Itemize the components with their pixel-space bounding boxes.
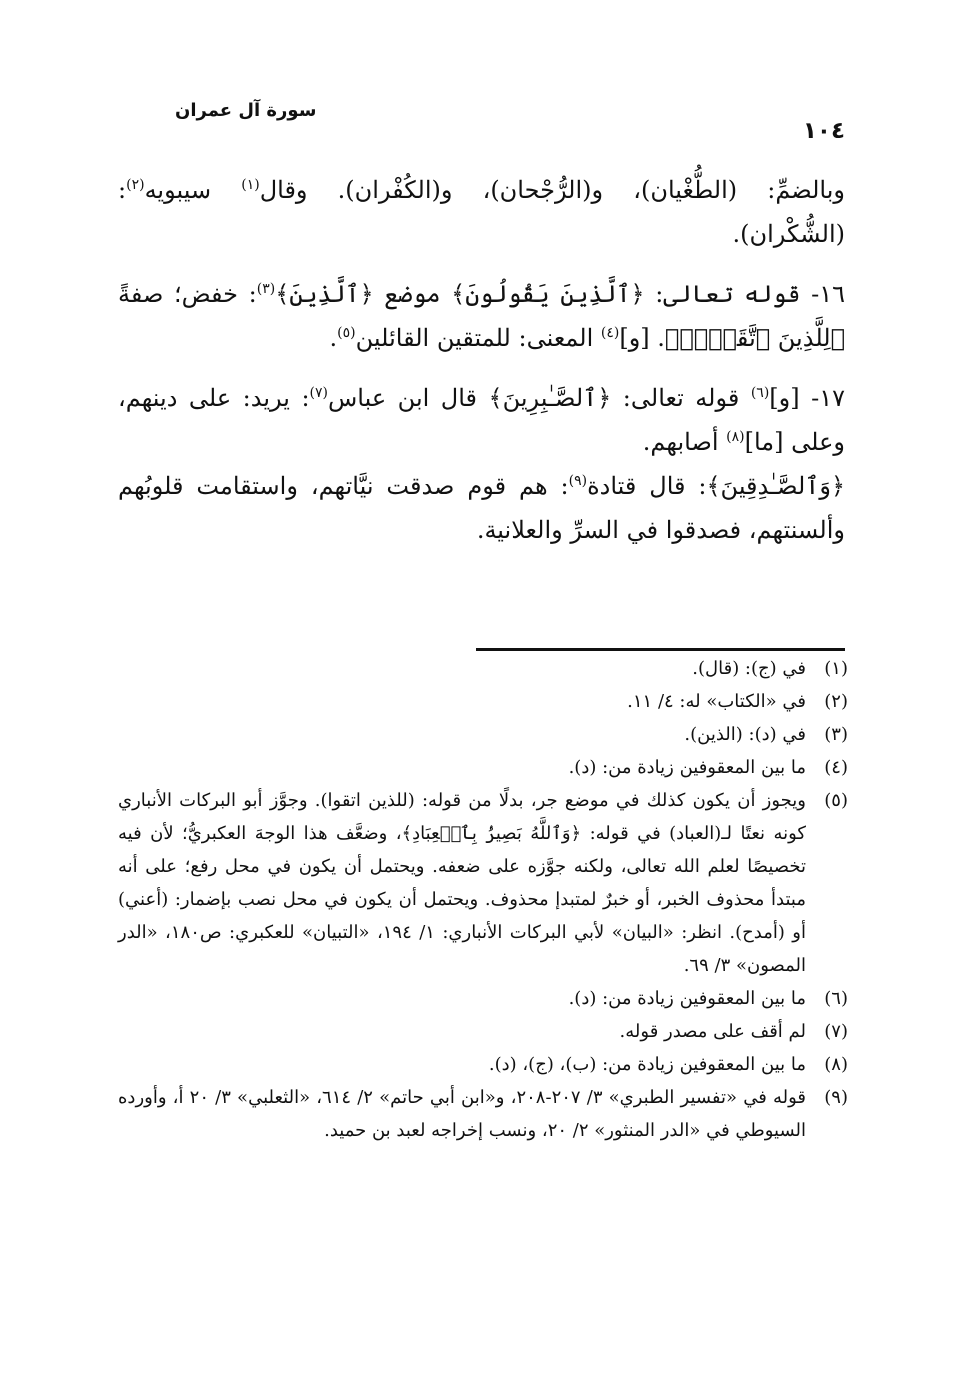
- footnote-text: قوله في «تفسير الطبري» ٣/ ٢٠٧-٢٠٨، و«ابن أبي حاتم» ٢/ ٦١٤، «الثعلبي» ٣/ ٢٠ أ، وأورده السيوطي في «الدر المنثور» ٢/ ٢٠، ونسب إخراجه لعبد بن حميد.: [118, 1087, 807, 1141]
- footnote-text: في (ج): (قال).: [692, 658, 806, 679]
- footnote-number: (١): [824, 658, 848, 679]
- footnote: [118, 1081, 848, 1147]
- footnote-text: ما بين المعقوفين زيادة من: (د).: [568, 757, 806, 778]
- paragraph-2: ١٦- قوله تعالى: ﴿ٱلَّذِينَ يَقُولُونَ﴾ موضع ﴿ٱلَّذِينَ﴾$^{(٣)}$: خفض؛ صفةً ﴿لِلَّذِينَ ٱتَّقَوۡا۟﴾. [و]$^{(٤)}$ المعنى: للمتقين القائلين$^{(٥)}$.: [118, 280, 845, 352]
- footnote: [118, 652, 848, 685]
- footnote-ref-5[interactable]: (٥): [337, 325, 356, 341]
- footnote-text: ويجوز أن يكون كذلك في موضع جر، بدلًا من قوله: (للذين اتقوا). وجوَّز أبو البركات الأنباري كونه نعتًا لـ(العباد) في قوله: ﴿وَٱللَّهُ بَصِيرُۢ بِٱلۡعِبَادِ﴾، وضعَّف هذا الوجهَ العكبريُّ؛ لأن فيه تخصيصًا لعلم الله تعالى، ولكنه جوَّزه على ضعفه. ويحتمل أن يكون في محل رفع؛ على أنه مبتدأ محذوف الخبر، أو خبرٌ لمتبدإ محذوف. ويحتمل أن يكون في محل نصب بإضمار: (أعني) أو (أمدح). انظر: «البيان» لأبي البركات الأنباري: ١/ ١٩٤، «التبيان» للعكبري: ص١٨٠، «الدر المصون» ٣/ ٦٩.: [118, 790, 806, 976]
- footnote-text: ما بين المعقوفين زيادة من: (ب)، (ج)، (د).: [488, 1054, 806, 1075]
- footnote-text: لم أقف على مصدر قوله.: [619, 1021, 806, 1042]
- page-number: ١٠٤: [802, 118, 845, 144]
- quran-quote: ﴿ٱلصَّـٰبِرِينَ﴾: [488, 384, 612, 412]
- footnote-number: (٢): [824, 691, 848, 712]
- footnote-number: (٩): [824, 1087, 848, 1108]
- footnote: [118, 718, 848, 751]
- footnote-number: (٤): [824, 757, 848, 778]
- main-text: [118, 168, 845, 552]
- footnotes: [118, 652, 848, 1147]
- footnote-separator: [476, 648, 845, 651]
- paragraph-4: ﴿وَٱلصَّـٰدِقِينَ﴾: قال قتادة$^{(٩)}$: هم قوم صدقت نيَّاتهم، واستقامت قلوبُهم وألسنتهم، فصدقوا في السرِّ والعلانية.: [118, 472, 845, 544]
- footnote-ref-4[interactable]: (٤): [600, 325, 620, 341]
- footnote-text: في «الكتاب» له: ٤/ ١١.: [627, 691, 806, 712]
- footnote-ref-3[interactable]: (٣): [256, 281, 276, 297]
- footnote-number: (٦): [824, 988, 848, 1009]
- quran-quote: ﴿وَٱلصَّـٰدِقِينَ﴾: [706, 472, 845, 500]
- footnote-ref-6[interactable]: (٦): [750, 385, 770, 401]
- quran-quote: ﴿لِلَّذِينَ ٱتَّقَوۡا۟﴾: [664, 324, 845, 352]
- footnote: [118, 784, 848, 982]
- footnote: [118, 1048, 848, 1081]
- footnote-ref-1[interactable]: (١): [241, 177, 260, 193]
- footnote-ref-7[interactable]: (٧): [309, 385, 328, 401]
- footnote: [118, 751, 848, 784]
- quran-quote: ﴿ٱلَّذِينَ﴾: [275, 280, 374, 308]
- footnote-text: ما بين المعقوفين زيادة من: (د).: [568, 988, 806, 1009]
- running-header-title: سورة آل عمران: [175, 100, 317, 121]
- footnote-ref-2[interactable]: (٢): [126, 177, 145, 193]
- footnote-text: في (د): (الذين).: [684, 724, 806, 745]
- paragraph-3: ١٧- [و]$^{(٦)}$ قوله تعالى: ﴿ٱلصَّـٰبِرِينَ﴾ قال ابن عباس$^{(٧)}$: يريد: على دينهم، وعلى [ما]$^{(٨)}$ أصابهم.: [118, 384, 846, 456]
- footnote: [118, 1015, 848, 1048]
- footnote: [118, 685, 848, 718]
- footnote-ref-9[interactable]: (٩): [568, 473, 588, 489]
- footnote-number: (٧): [824, 1021, 848, 1042]
- paragraph-1: وبالضمِّ: (الطُّغْيان)، و(الرُّجْحان)، و(الكُفْران). وقال$^{(١)}$ سيبويه$^{(٢)}$: (الشُّكْران).: [118, 176, 845, 248]
- footnote-number: (٥): [824, 790, 848, 811]
- footnote-number: (٣): [824, 724, 848, 745]
- footnote-number: (٨): [824, 1054, 848, 1075]
- footnote-ref-8[interactable]: (٨): [726, 429, 745, 445]
- footnote: [118, 982, 848, 1015]
- quran-quote: ﴿ٱلَّذِينَ يَقُولُونَ﴾: [451, 280, 645, 308]
